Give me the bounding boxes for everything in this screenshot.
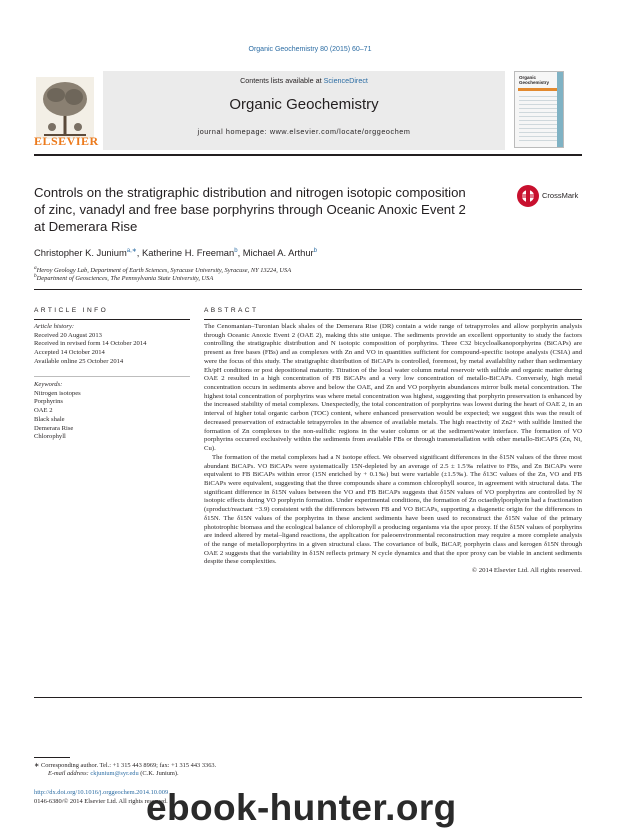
- section-divider: [34, 289, 582, 290]
- abstract-rule: [204, 319, 582, 320]
- keyword: Nitrogen isotopes: [34, 389, 81, 397]
- footnote-rule: [34, 757, 70, 758]
- history-divider: [34, 376, 190, 377]
- watermark-text: ebook-hunter.org: [146, 787, 457, 828]
- abstract-paragraph-2: The formation of the metal complexes had a N isotope effect. We observed significant differences in the δ15N values of the three most abundant BiCAPs. VO BiCAPs were systematically 15N-depleted by an average of 2.5 ± 1.5‰ relative to FBs, and Zn BiCAPs were equivalent to FB BiCAPs within error (15N enriched by + 0.1‰) but were variable (±1.5‰). The δ13C values of the Zn, VO and FB BiCAPs were equivalent, suggesting that the three compounds share a common chlorophyll source, in agreement with structural data. The significant difference in δ15N values between the VO and FB BiCAPs suggests that δ15N values of VO porphyrins are controlled by N isotopic effects during VO porphyrin formation. Under experimental conditions, the formation of Zn octaethylporphyrin had a fractionation (εproduct/reactant −3.9) consistent with the differences between FB and VO BiCAPs, supporting a diagenetic origin for the differences in δ15N. The δ15N values of the porphyrins in these ancient sediments have been used to reconstruct the δ15N value of the primary phototrophic biomass and the ecological balance of chlorophyll a producing organisms via the εpor proxy. If the δ15N values of porphyrins are indeed altered by metal–ligand reactions, the application for paleoenvironmental reconstruction may require a more complete analysis of the range of metalloporphyrins in a given structural class. The covariance of bulk, BiCAP, porphyrin class and kerogen δ15N through OAE 2 suggests that the variability in δ15N reflects primary N cycle dynamics and that the εpor proxy can be viable in ancient sediments despite these complexities.: [204, 453, 582, 566]
- keyword: Black shale: [34, 415, 65, 423]
- cover-color-band: [518, 88, 560, 91]
- journal-reference-link[interactable]: Organic Geochemistry 80 (2015) 60–71: [248, 46, 372, 53]
- header-divider: [34, 154, 582, 156]
- contents-prefix: Contents lists available at: [240, 76, 324, 85]
- affiliation: [34, 273, 574, 282]
- author-affiliation-mark[interactable]: b: [234, 248, 238, 254]
- keyword: OAE 2: [34, 407, 53, 415]
- article-info-rule: [34, 319, 190, 320]
- contents-availability: [103, 76, 505, 85]
- author-name[interactable]: Katherine H. Freeman: [142, 247, 235, 259]
- journal-cover-thumbnail: [514, 71, 564, 148]
- email-link[interactable]: ckjunium@syr.edu: [90, 770, 139, 777]
- article-info-heading: ARTICLE INFO: [34, 307, 109, 314]
- homepage-url-link[interactable]: www.elsevier.com/locate/orggeochem: [269, 127, 411, 136]
- author-separator: ,: [136, 247, 142, 259]
- doi-link[interactable]: http://dx.doi.org/10.1016/j.orggeochem.2014.10.009: [34, 789, 169, 796]
- email-label: E-mail address:: [48, 770, 91, 777]
- corresponding-author-note: ∗ Corresponding author. Tel.: +1 315 443 8969; fax: +1 315 443 3363.: [34, 762, 217, 769]
- affiliation-text: Heroy Geology Lab, Department of Earth Sciences, Syracuse University, Syracuse, NY 13224, USA: [36, 267, 292, 275]
- keywords-label: Keywords:: [34, 381, 63, 388]
- cover-text-lines: [519, 96, 559, 142]
- keyword: Porphyrins: [34, 398, 63, 406]
- crossmark-badge[interactable]: [516, 184, 582, 210]
- journal-homepage: [103, 127, 505, 136]
- abstract-paragraph-1: The Cenomanian–Turonian black shales of the Demerara Rise (DR) contain a wide range of tetrapyrroles and allow porphyrin analysis through Oceanic Anoxic Event 2 (OAE 2), making this site unique. The sediments provide an excellent opportunity to study the factors controlling the stratigraphic distribution and N isotopic composition of porphyrins. Three C32 bicycloalkanoporphyrins (BiCAPs) are present as free bases (FBs) and as complexes with Zn and VO in quantities sufficient for compound-specific isotope analysis (CSIA) and were the focus of this study. The stratigraphic distribution of BiCAPs is controlled, foremost, by metal availability rather than sedimentary Eh/pH conditions or post depositional maturity. Titration of the local water column metal reservoir with sulfide and organic matter during OAE 2 resulted in a high concentration of FB BiCAPs and a very low concentration of metallo-BiCAPs. Conversely, high metal concentration occurs in sediments above and below the OAE, and Zn and VO porphyrin abundances mirror bulk metal concentration. The highest total concentration of porphyrins was where metal concentration was highest, suggesting that porphyrin preservation is enhanced by the increased stability of metal complexes. Unexpectedly, the total concentration of porphyrins was lowest during the heart of OAE 2, in an interval of higher total organic carbon (TOC) content, where enhanced preservation would be expected; we suggest this was the result of decreased preservation of extractable tetrapyrroles in the absence of available metals. The high reactivity of Zn2+ with sulfide limited the formation of Zn complexes to the non-sulfidic regions in the water column or at the sediment/water interface. The formation of VO porphyrins occurred exclusively within the sediments from available FBs or through transmetallation with other metallo-BiCAPS (Zn, Ni, Cu).: [204, 323, 582, 453]
- abstract-body: [204, 323, 582, 576]
- article-title: Controls on the stratigraphic distribution and nitrogen isotopic composition of zinc, vanadyl and free base porphyrins through Oceanic Anoxic Event 2 at Demerara Rise: [34, 185, 466, 234]
- affiliation-mark: b: [34, 273, 37, 279]
- homepage-prefix: journal homepage:: [197, 127, 270, 136]
- history-label: Article history:: [34, 323, 75, 330]
- history-item: Available online 25 October 2014: [34, 357, 124, 365]
- affiliation-mark: a: [34, 265, 37, 271]
- history-item: Received 20 August 2013: [34, 331, 102, 339]
- copyright-notice: © 2014 Elsevier Ltd. All rights reserved.: [471, 567, 582, 575]
- abstract-heading: ABSTRACT: [204, 307, 259, 314]
- history-item: Accepted 14 October 2014: [34, 349, 105, 357]
- author-list: [34, 247, 574, 258]
- cover-side-band: [557, 72, 563, 147]
- author-affiliation-mark[interactable]: a,∗: [126, 248, 137, 254]
- email-suffix: (C.K. Junium).: [138, 770, 179, 777]
- author-affiliation-mark[interactable]: b: [313, 248, 318, 254]
- affiliation-text: Department of Geosciences, The Pennsylvania State University, USA: [36, 275, 214, 283]
- abstract-bottom-rule: [34, 697, 582, 698]
- history-item: Received in revised form 14 October 2014: [34, 340, 147, 348]
- sciencedirect-link[interactable]: ScienceDirect: [323, 76, 368, 85]
- cover-title: Organic Geochemistry: [519, 75, 550, 85]
- keyword: Demerara Rise: [34, 424, 74, 432]
- issn-line: 0146-6380/© 2014 Elsevier Ltd. All rights reserved.: [34, 798, 168, 805]
- email-note: [48, 770, 568, 777]
- author-separator: ,: [237, 247, 243, 259]
- keyword: Chlorophyll: [34, 433, 66, 441]
- publisher-logo-text: ELSEVIER: [34, 134, 99, 148]
- crossmark-label: CrossMark: [542, 191, 579, 200]
- author-name[interactable]: Michael A. Arthur: [242, 247, 314, 259]
- keywords-list: [34, 381, 190, 442]
- author-name[interactable]: Christopher K. Junium: [34, 247, 127, 259]
- article-history: [34, 323, 190, 367]
- crossmark-icon: [516, 184, 540, 208]
- journal-title: Organic Geochemistry: [229, 96, 379, 113]
